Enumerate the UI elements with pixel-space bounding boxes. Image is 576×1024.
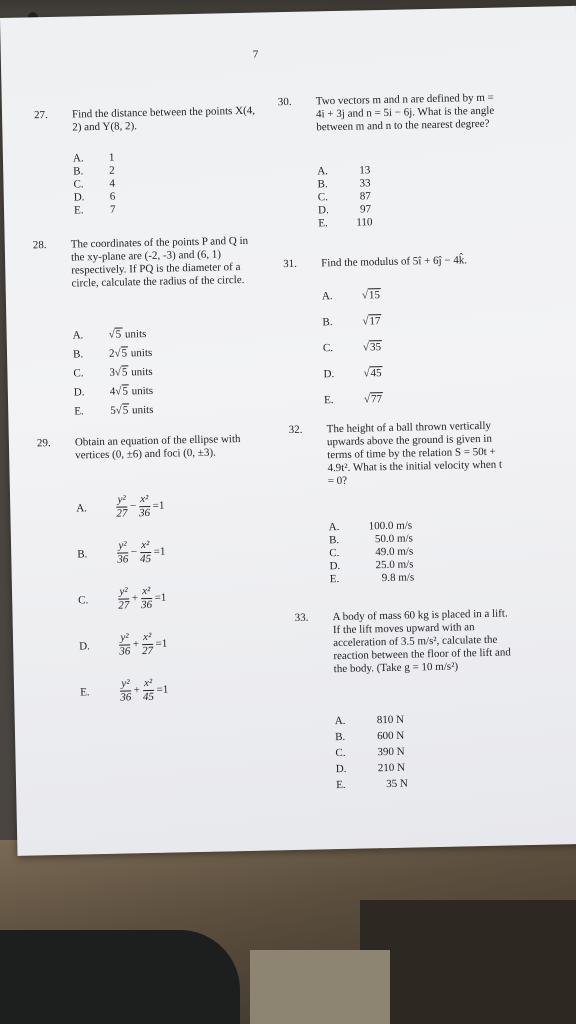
background-floor [0, 930, 240, 1024]
question-number: 29. [36, 437, 51, 450]
question-32 [289, 419, 543, 594]
question-text: Two vectors m and n are defined by m = 4i + 3j and n = 5i − 6j. What is the angle between m and n to the nearest degree? [315, 91, 495, 134]
question-number: 28. [32, 239, 47, 252]
option[interactable]: D. $\frac{\text{y²}}{36}$ + $\frac{\text{x²}}{27}$ =1 [79, 630, 168, 658]
question-text: A body of mass 60 kg is placed in a lift. If the lift moves upward with an acceleration of 3.5 m/s², calculate the reaction between the floor of the lift and the body. (Take g = 10 m/s²) [332, 607, 511, 676]
question-number: 31. [283, 257, 298, 271]
page-number: 7 [252, 48, 259, 61]
option[interactable]: E. √77 [323, 393, 383, 407]
question-29 [37, 432, 283, 727]
question-number: 33. [294, 611, 309, 624]
question-33 [295, 607, 549, 802]
background-floor-light [250, 950, 390, 1024]
question-number: 27. [33, 109, 48, 122]
option[interactable]: E. $\frac{\text{y²}}{36}$ + $\frac{\text{x²}}{45}$ =1 [80, 676, 169, 704]
background-shadow [360, 900, 576, 1024]
question-number: 30. [277, 95, 292, 109]
question-27 [34, 104, 277, 234]
option[interactable]: A. $\frac{\text{y²}}{27}$ − $\frac{\text{x²}}{36}$ =1 [76, 492, 165, 520]
question-text: Find the distance between the points X(4, 2) and Y(8, 2). [71, 104, 256, 134]
question-text: Find the modulus of 5î + 6ĵ − 4k̂. [321, 254, 468, 270]
question-28 [33, 234, 277, 429]
question-text: The coordinates of the points P and Q in the xy-plane are (-2, -3) and (6, 1) respectively. If PQ is the diameter of a circle, calculate the radius of the circle. [70, 234, 249, 290]
option[interactable]: B. $\frac{\text{y²}}{36}$ − $\frac{\text{x²}}{45}$ =1 [77, 538, 166, 566]
option[interactable]: C. √35 [322, 341, 382, 355]
question-text: The height of a ball thrown vertically upwards above the ground is given in terms of time by the relation S = 50t + 4.9t². What is the initial velocity when t = 0? [326, 419, 503, 488]
option[interactable]: B. √17 [322, 315, 381, 329]
option[interactable]: D. √45 [323, 367, 382, 381]
exam-page [0, 6, 576, 856]
question-text: Obtain an equation of the ellipse with vertices (0, ±6) and foci (0, ±3). [74, 433, 241, 462]
option[interactable]: C. $\frac{\text{y²}}{27}$ + $\frac{\text{x²}}{36}$ =1 [78, 584, 167, 612]
option[interactable]: A. √15 [321, 289, 381, 303]
question-30 [278, 91, 531, 246]
question-31 [283, 253, 536, 408]
question-number: 32. [288, 423, 303, 437]
